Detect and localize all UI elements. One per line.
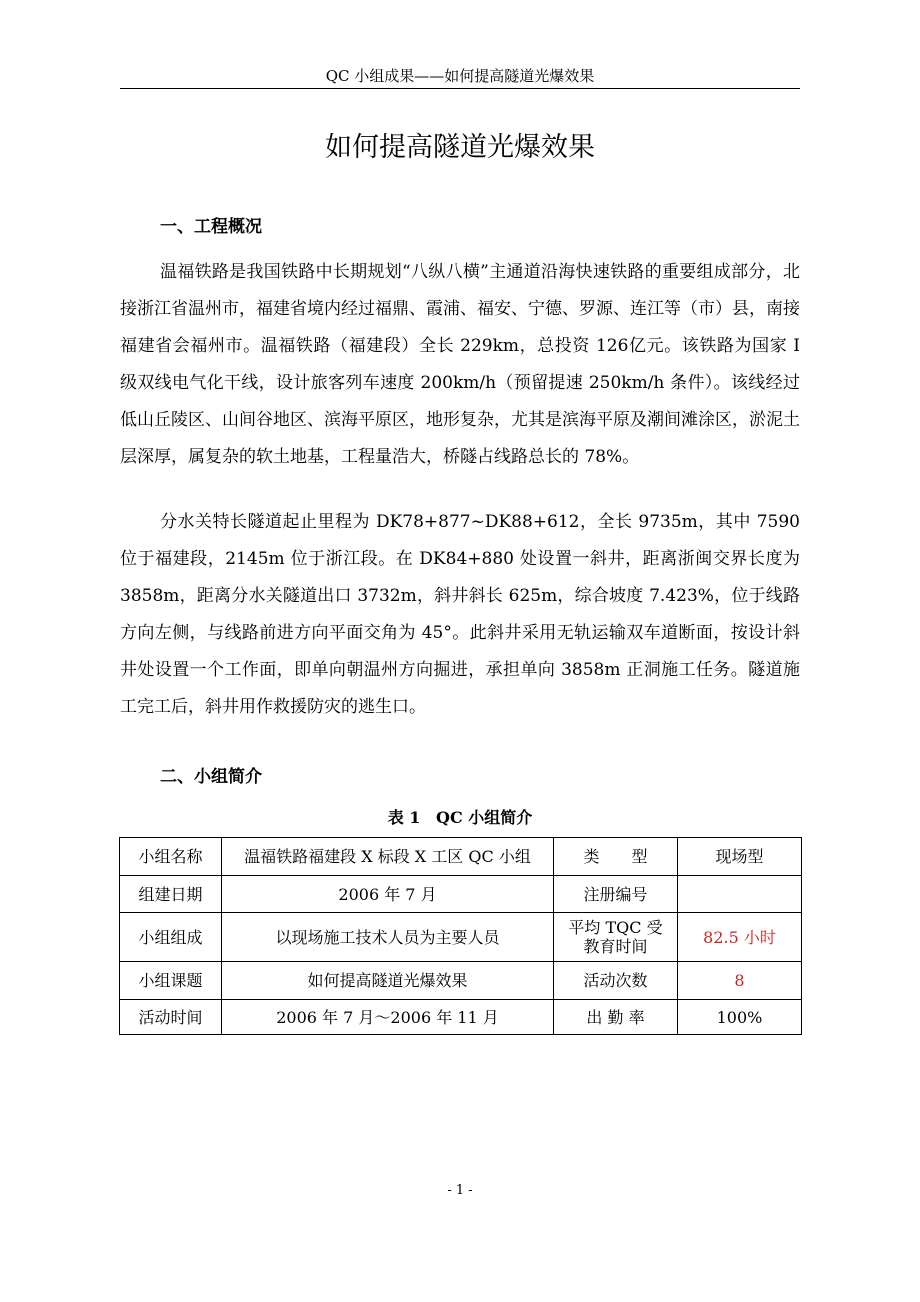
table-cell-value: 2006 年 7 月～2006 年 11 月 — [222, 1000, 554, 1035]
table-row — [120, 1000, 802, 1035]
section-heading-group: 二、小组简介 — [160, 767, 262, 787]
document-title: 如何提高隧道光爆效果 — [325, 132, 595, 163]
table-cell-label: 小组组成 — [120, 913, 222, 962]
table-cell-value — [678, 876, 802, 913]
table-cell-label: 注册编号 — [554, 876, 678, 913]
table-cell-value-highlight: 82.5 小时 — [678, 913, 802, 962]
table-cell-label: 出 勤 率 — [554, 1000, 678, 1035]
table-caption — [120, 806, 800, 830]
table-cell-value: 如何提高隧道光爆效果 — [222, 962, 554, 1000]
table-caption-title: QC 小组简介 — [436, 808, 533, 827]
table-row — [120, 962, 802, 1000]
table-row — [120, 838, 802, 876]
table-row — [120, 876, 802, 913]
table-caption-number: 表 1 — [387, 808, 421, 827]
page-number: - 1 - — [447, 1183, 473, 1198]
table-cell-value: 现场型 — [678, 838, 802, 876]
table-cell-label: 活动时间 — [120, 1000, 222, 1035]
table-cell-value: 以现场施工技术人员为主要人员 — [222, 913, 554, 962]
table-cell-label: 小组课题 — [120, 962, 222, 1000]
running-header: QC 小组成果——如何提高隧道光爆效果 — [325, 67, 595, 85]
table-cell-value-highlight: 8 — [678, 962, 802, 1000]
overview-paragraph: 温福铁路是我国铁路中长期规划“八纵八横”主通道沿海快速铁路的重要组成部分，北接浙江省温州市，福建省境内经过福鼎、霞浦、福安、宁德、罗源、连江等（市）县，南接福建省会福州市。温福铁路（福建段）全长 229km，总投资 126亿元。该铁路为国家 I 级双线电气化干线，设计旅客列车速度 200km/h（预留提速 250km/h 条件）。该线经过低山丘陵区、山间谷地区、滨海平原区，地形复杂，尤其是滨海平原及潮间滩涂区，淤泥土层深厚，属复杂的软土地基，工程量浩大，桥隧占线路总长的 78%。 — [120, 262, 800, 467]
table-cell-label: 小组名称 — [120, 838, 222, 876]
table-row — [120, 913, 802, 962]
tunnel-paragraph: 分水关特长隧道起止里程为 DK78+877~DK88+612，全长 9735m，其中 7590 位于福建段，2145m 位于浙江段。在 DK84+880 处设置一斜井，距离浙闽交界长度为 3858m，距离分水关隧道出口 3732m，斜井斜长 625m，综合坡度 7.423%，位于线路方向左侧，与线路前进方向平面交角为 45°。此斜井采用无轨运输双车道断面，按设计斜井处设置一个工作面，即单向朝温州方向掘进，承担单向 3858m 正洞施工任务。隧道施工完工后，斜井用作救援防灾的逃生口。 — [120, 512, 800, 717]
table-cell-value: 2006 年 7 月 — [222, 876, 554, 913]
header-rule — [120, 88, 800, 89]
table-cell-label: 活动次数 — [554, 962, 678, 1000]
table-cell-value: 温福铁路福建段 X 标段 X 工区 QC 小组 — [222, 838, 554, 876]
table-cell-label: 组建日期 — [120, 876, 222, 913]
qc-group-table — [119, 837, 802, 1035]
wrapped-label: 平均 TQC 受教育时间 — [568, 918, 663, 956]
section-heading-overview: 一、工程概况 — [160, 217, 262, 237]
table-cell-value: 100% — [678, 1000, 802, 1035]
table-cell-label: 类 型 — [554, 838, 678, 876]
table-cell-label — [554, 913, 678, 962]
